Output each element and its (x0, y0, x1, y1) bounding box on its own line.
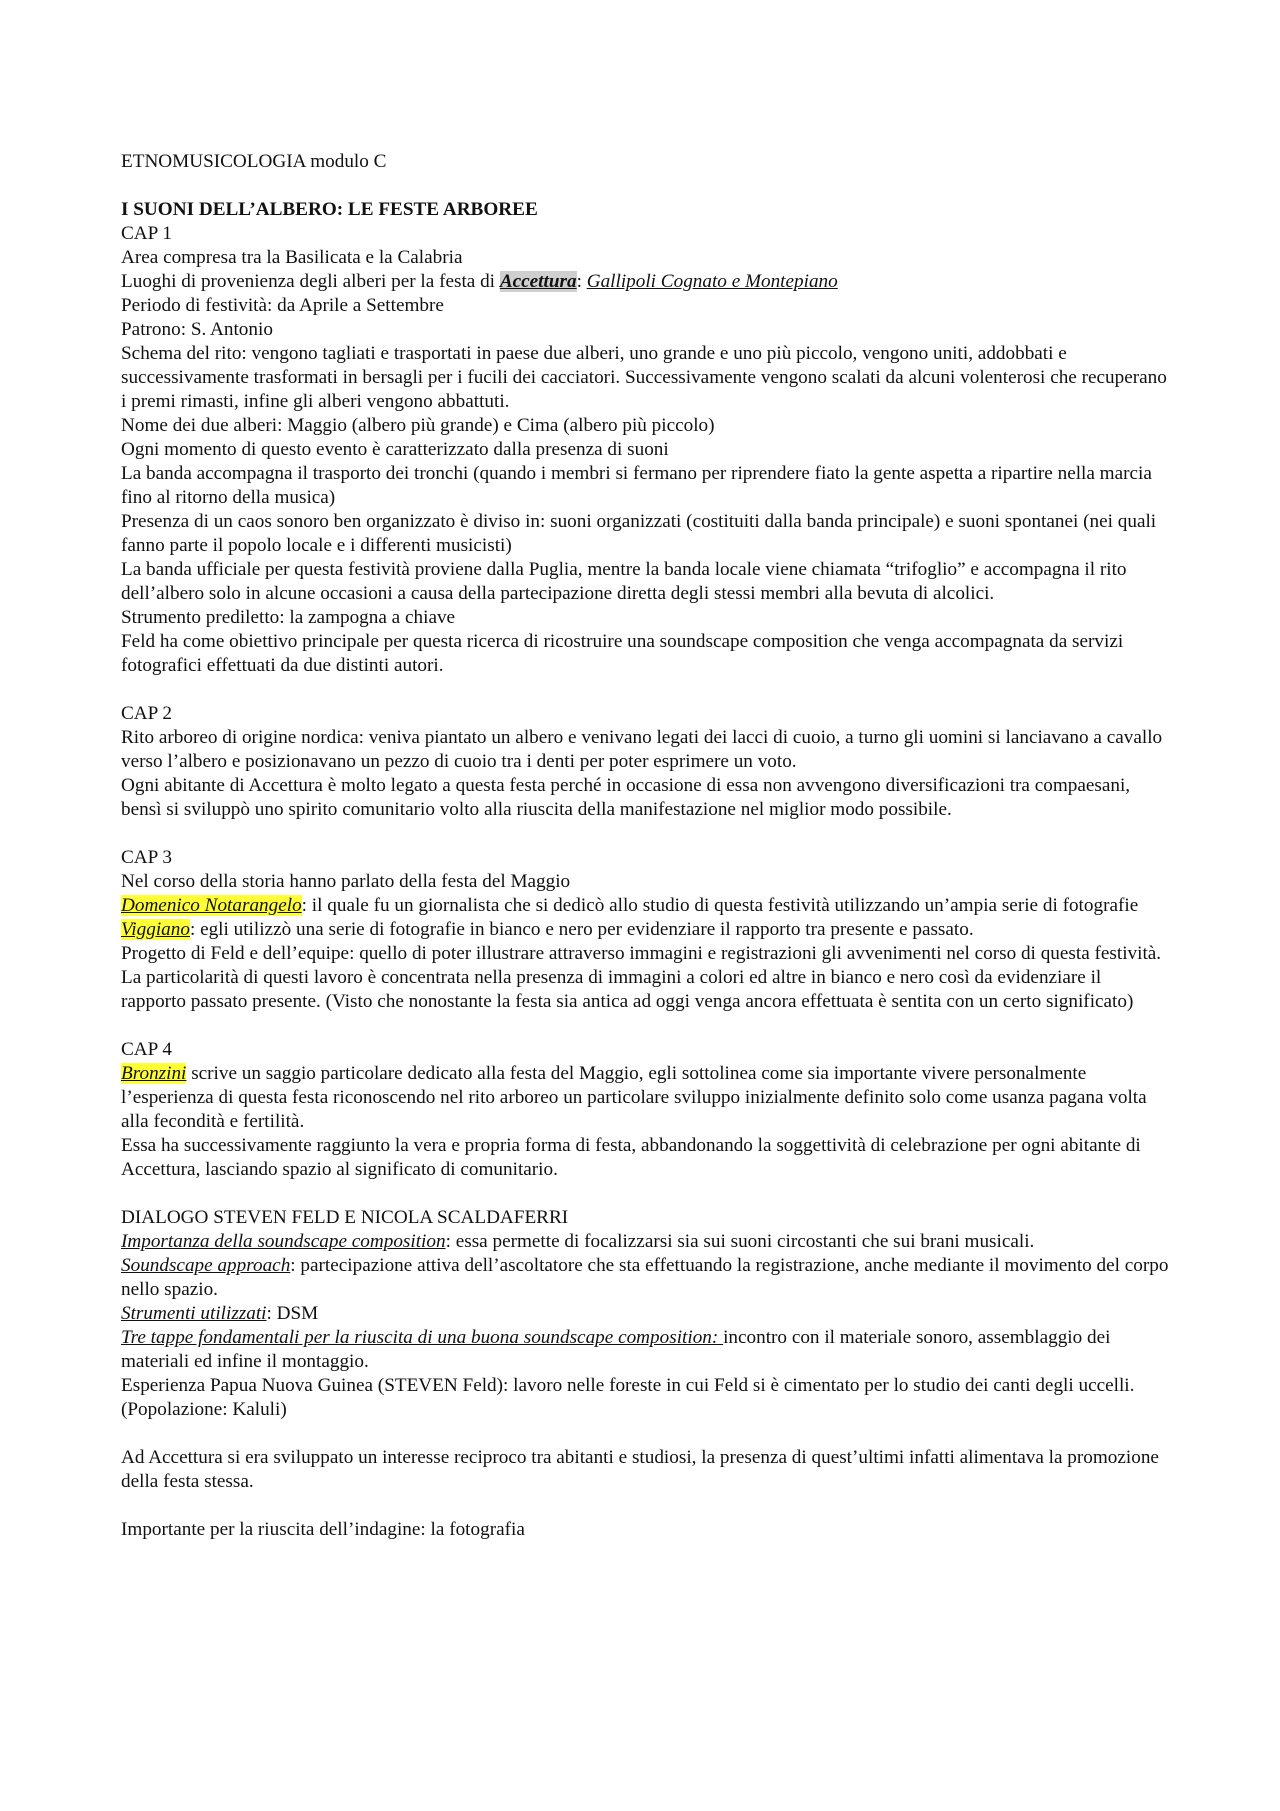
cap1-ufficiale: La banda ufficiale per questa festività proviene dalla Puglia, mentre la banda locale viene chiamata “trifoglio” e accompagna il rito dell’albero solo in alcune occasioni a causa della partecipazione diretta degli stessi membri alla bevuta di alcolici. (121, 559, 1127, 604)
notarangelo-text: : il quale fu un giornalista che si dedicò allo studio di questa festività utilizzando un’ampia serie di fotografie (301, 895, 1139, 916)
cap1-area: Area compresa tra la Basilicata e la Calabria (121, 247, 463, 268)
accettura-highlight: Accettura (499, 271, 577, 292)
spacer (121, 822, 1171, 846)
cap1-schema: Schema del rito: vengono tagliati e trasportati in paese due alberi, uno grande e uno più piccolo, vengono uniti, addobbati e successivamente trasformati in bersagli per i fucili dei cacciatori. Successivamente vengono scalati da alcuni volenterosi che recuperano i premi rimasti, infine gli alberi vengono abbattuti. (121, 343, 1167, 412)
cap3-corso: Nel corso della storia hanno parlato della festa del Maggio (121, 871, 571, 892)
cap2-rito: Rito arboreo di origine nordica: veniva piantato un albero e venivano legati dei lacci di cuoio, a turno gli uomini si lanciavano a cavallo verso l’albero e posizionavano un pezzo di cuoio tra i denti per poter esprimere un voto. (121, 727, 1163, 772)
cap1-periodo: Periodo di festività: da Aprile a Settembre (121, 295, 444, 316)
tappe-term: Tre tappe fondamentali per la riuscita di una buona soundscape composition: (121, 1327, 724, 1348)
cap1-luoghi-sources: Gallipoli Cognato e Montepiano (586, 271, 838, 292)
cap1-luoghi-prefix: Luoghi di provenienza degli alberi per la festa di (121, 271, 500, 292)
dialogo-papua: Esperienza Papua Nuova Guinea (STEVEN Feld): lavoro nelle foreste in cui Feld si è cimentato per lo studio dei canti degli uccelli. (Popolazione: Kaluli) (121, 1375, 1135, 1420)
cap4-label: CAP 4 (121, 1039, 173, 1060)
importanza-text: : essa permette di focalizzarsi sia sui suoni circostanti che sui brani musicali. (445, 1231, 1035, 1252)
cap2-label: CAP 2 (121, 703, 173, 724)
cap3-viggiano (121, 918, 1171, 942)
cap1-banda: La banda accompagna il trasporto dei tronchi (quando i membri si fermano per riprendere fiato la gente aspetta a ripartire nella marcia fino al ritorno della musica) (121, 463, 1152, 508)
cap1-feld: Feld ha come obiettivo principale per questa ricerca di ricostruire una soundscape composition che venga accompagnata da servizi fotografici effettuati da due distinti autori. (121, 631, 1124, 676)
document-body (121, 150, 1171, 1542)
spacer (121, 1014, 1171, 1038)
bronzini-highlight: Bronzini (121, 1063, 187, 1084)
cap1-label: CAP 1 (121, 223, 173, 244)
cap2-abitante: Ogni abitante di Accettura è molto legato a questa festa perché in occasione di essa non avvengono diversificazioni tra compaesani, bensì si sviluppò uno spirito comunitario volto alla riuscita della manifestazione nel miglior modo possibile. (121, 775, 1131, 820)
cap1-luoghi (121, 270, 1171, 294)
viggiano-text: : egli utilizzò una serie di fotografie in bianco e nero per evidenziare il rapporto tra presente e passato. (189, 919, 974, 940)
dialogo-strumenti (121, 1302, 1171, 1326)
cap4-bronzini (121, 1062, 1171, 1134)
dialogo-approach (121, 1254, 1171, 1302)
spacer (121, 1182, 1171, 1206)
cap1-luoghi-colon: : (576, 271, 587, 292)
document-heading: I SUONI DELL’ALBERO: LE FESTE ARBOREE (121, 199, 538, 220)
spacer (121, 1494, 1171, 1518)
document-title: ETNOMUSICOLOGIA modulo C (121, 151, 387, 172)
cap3-notarangelo (121, 894, 1171, 918)
strumenti-text: : DSM (266, 1303, 319, 1324)
spacer (121, 174, 1171, 198)
spacer (121, 678, 1171, 702)
accettura-interesse: Ad Accettura si era sviluppato un interesse reciproco tra abitanti e studiosi, la presenza di quest’ultimi infatti alimentava la promozione della festa stessa. (121, 1447, 1159, 1492)
cap3-progetto: Progetto di Feld e dell’equipe: quello di poter illustrare attraverso immagini e registrazioni gli avvenimenti nel corso di questa festività. La particolarità di questi lavoro è concentrata nella presenza di immagini a colori ed altre in bianco e nero così da evidenziare il rapporto passato presente. (Visto che nonostante la festa sia antica ad oggi venga ancora effettuata è sentita con un certo significato) (121, 943, 1162, 1012)
dialogo-tappe (121, 1326, 1171, 1374)
cap1-patrono: Patrono: S. Antonio (121, 319, 273, 340)
spacer (121, 1422, 1171, 1446)
importanza-term: Importanza della soundscape composition (121, 1231, 446, 1252)
cap1-strumento: Strumento prediletto: la zampogna a chiave (121, 607, 456, 628)
cap1-nome: Nome dei due alberi: Maggio (albero più grande) e Cima (albero più piccolo) (121, 415, 715, 436)
cap4-essa: Essa ha successivamente raggiunto la vera e propria forma di festa, abbandonando la soggettività di celebrazione per ogni abitante di Accettura, lasciando spazio al significato di comunitario. (121, 1135, 1141, 1180)
approach-text: : partecipazione attiva dell’ascoltatore che sta effettuando la registrazione, anche mediante il movimento del corpo nello spazio. (121, 1255, 1169, 1300)
cap1-momento: Ogni momento di questo evento è caratterizzato dalla presenza di suoni (121, 439, 669, 460)
cap1-caos: Presenza di un caos sonoro ben organizzato è diviso in: suoni organizzati (costituiti dalla banda principale) e suoni spontanei (nei quali fanno parte il popolo locale e i differenti musicisti) (121, 511, 1157, 556)
approach-term: Soundscape approach (121, 1255, 291, 1276)
bronzini-text: scrive un saggio particolare dedicato alla festa del Maggio, egli sottolinea come sia importante vivere personalmente l’esperienza di questa festa riconoscendo nel rito arboreo un particolare sviluppo inizialmente definito solo come usanza pagana volta alla fecondità e fertilità. (121, 1063, 1147, 1132)
dialogo-label: DIALOGO STEVEN FELD E NICOLA SCALDAFERRI (121, 1207, 569, 1228)
strumenti-term: Strumenti utilizzati (121, 1303, 267, 1324)
viggiano-highlight: Viggiano (121, 919, 190, 940)
cap3-label: CAP 3 (121, 847, 173, 868)
notarangelo-highlight: Domenico Notarangelo (121, 895, 302, 916)
dialogo-importanza (121, 1230, 1171, 1254)
fotografia-line: Importante per la riuscita dell’indagine: la fotografia (121, 1519, 525, 1540)
tappe-text: incontro con il materiale sonoro, assemblaggio dei materiali ed infine il montaggio. (121, 1327, 1111, 1372)
